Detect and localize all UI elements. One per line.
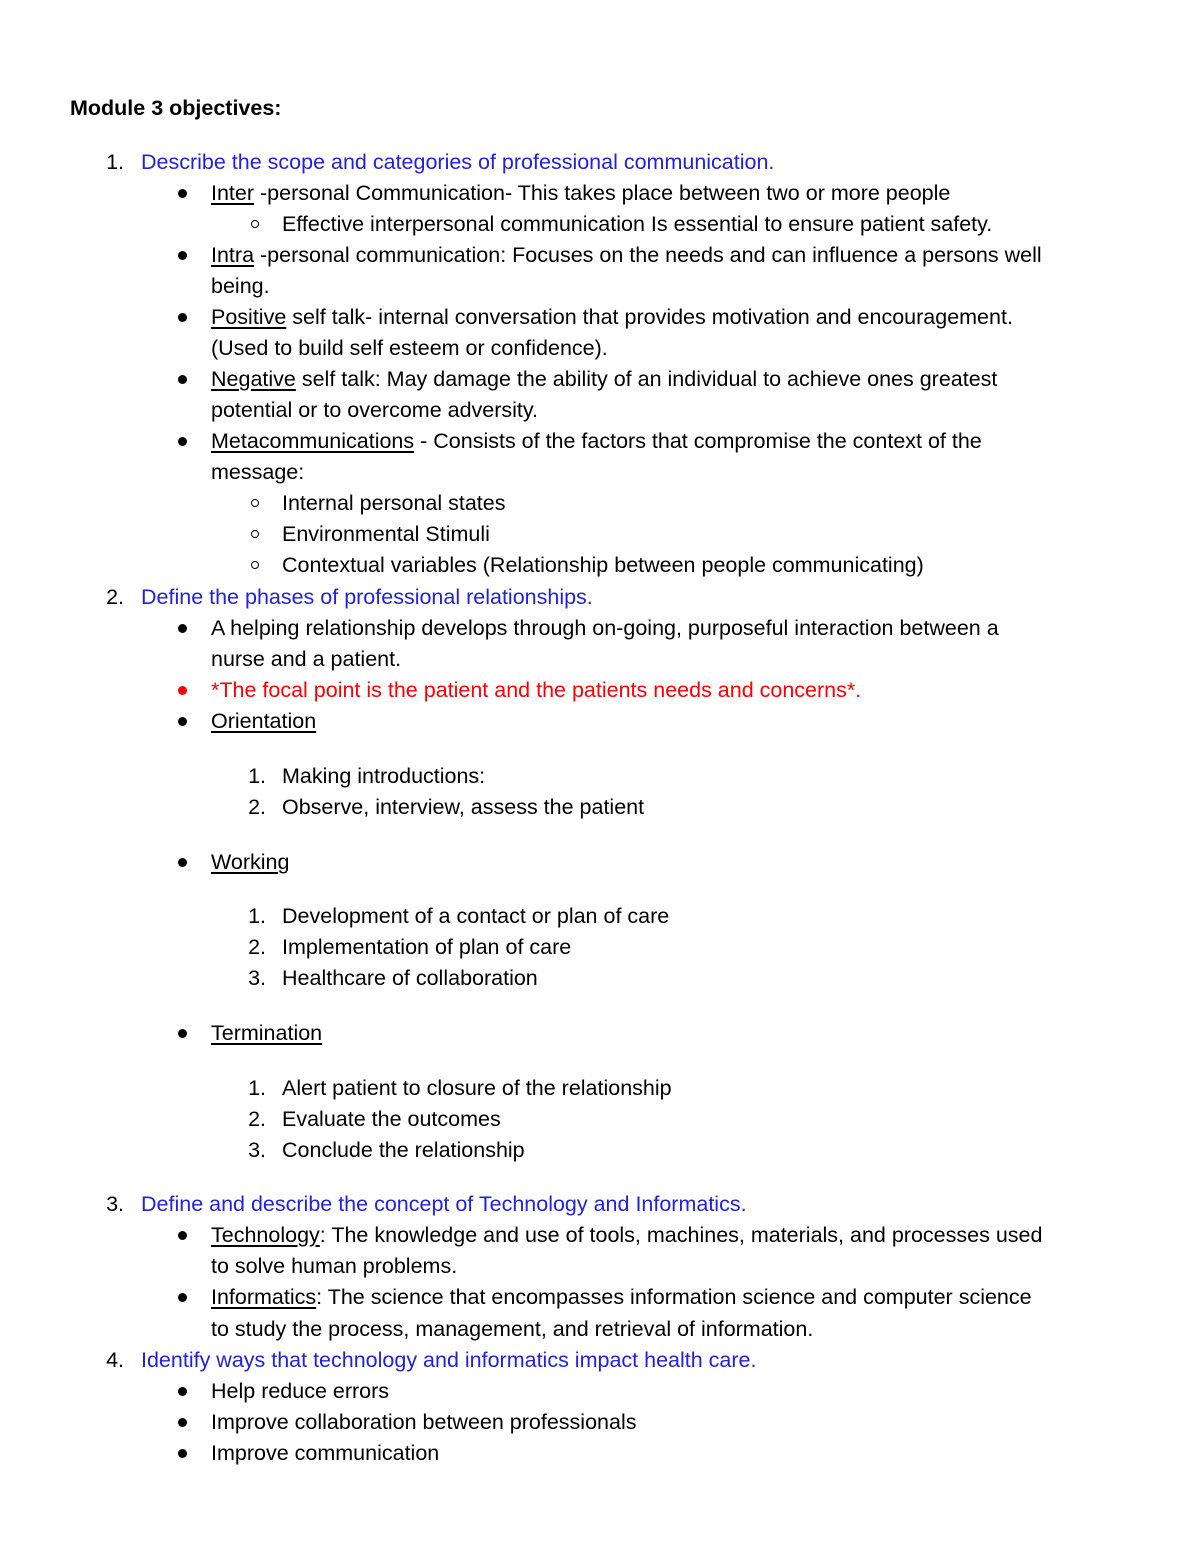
list-item-continuation: message: xyxy=(211,460,305,484)
sub-list-item: Conclude the relationship xyxy=(282,1138,525,1162)
term: Negative xyxy=(211,367,296,391)
bullet-icon xyxy=(178,1387,187,1396)
sub-list-item: Observe, interview, assess the patient xyxy=(282,795,645,819)
sub-list-item: Implementation of plan of care xyxy=(282,935,572,959)
bullet-icon xyxy=(178,375,187,384)
circle-bullet-icon xyxy=(251,561,259,569)
list-item: Help reduce errors xyxy=(211,1379,390,1403)
bullet-icon xyxy=(178,1293,187,1302)
circle-bullet-icon xyxy=(251,220,259,228)
page-title: Module 3 objectives: xyxy=(70,96,282,120)
list-item-continuation: to study the process, management, and retrieval of information. xyxy=(211,1317,814,1341)
objective-heading: Describe the scope and categories of professional communication. xyxy=(141,150,775,174)
bullet-icon xyxy=(178,1231,187,1240)
list-item-continuation: (Used to build self esteem or confidence). xyxy=(211,336,608,360)
bullet-icon xyxy=(178,686,187,695)
sub-list-item: Making introductions: xyxy=(282,764,486,788)
sub-number: 3. xyxy=(248,966,266,990)
list-item-continuation: nurse and a patient. xyxy=(211,647,402,671)
term: Positive xyxy=(211,305,287,329)
bullet-icon xyxy=(178,437,187,446)
phase-heading-working: Working xyxy=(211,850,290,874)
focal-point-note: *The focal point is the patient and the patients needs and concerns*. xyxy=(211,678,862,702)
objective-heading: Define the phases of professional relationships. xyxy=(141,585,593,609)
definition: -personal Communication- This takes place between two or more people xyxy=(254,181,951,205)
term: Metacommunications xyxy=(211,429,415,453)
sub-number: 2. xyxy=(248,1107,266,1131)
list-item-continuation: being. xyxy=(211,274,270,298)
definition: -personal communication: Focuses on the needs and can influence a persons well xyxy=(254,243,1042,267)
list-item: Improve communication xyxy=(211,1441,440,1465)
definition: : The science that encompasses information science and computer science xyxy=(316,1285,1032,1309)
phase-heading-termination: Termination xyxy=(211,1021,323,1045)
phase-heading-orientation: Orientation xyxy=(211,709,317,733)
bullet-icon xyxy=(178,313,187,322)
sub-number: 1. xyxy=(248,764,266,788)
definition: self talk: May damage the ability of an individual to achieve ones greatest xyxy=(295,367,998,391)
sub-list-item: Internal personal states xyxy=(282,491,506,515)
sub-number: 3. xyxy=(248,1138,266,1162)
list-item xyxy=(211,241,1042,269)
list-item xyxy=(211,179,950,207)
list-item-continuation: potential or to overcome adversity. xyxy=(211,398,539,422)
sub-list-item: Healthcare of collaboration xyxy=(282,966,538,990)
objective-number: 4. xyxy=(106,1348,124,1372)
definition: : The knowledge and use of tools, machines, materials, and processes used xyxy=(319,1223,1043,1247)
list-item xyxy=(211,1283,1032,1311)
term: Intra xyxy=(211,243,255,267)
sub-number: 1. xyxy=(248,904,266,928)
list-item xyxy=(211,365,997,393)
list-item-continuation: to solve human problems. xyxy=(211,1254,458,1278)
bullet-icon xyxy=(178,1449,187,1458)
sub-list-item: Evaluate the outcomes xyxy=(282,1107,501,1131)
bullet-icon xyxy=(178,858,187,867)
term: Informatics xyxy=(211,1285,317,1309)
bullet-icon xyxy=(178,251,187,260)
sub-number: 2. xyxy=(248,935,266,959)
objective-number: 1. xyxy=(106,150,124,174)
definition: self talk- internal conversation that provides motivation and encouragement. xyxy=(286,305,1013,329)
term: Technology xyxy=(211,1223,320,1247)
sub-list-item: Environmental Stimuli xyxy=(282,522,490,546)
definition: - Consists of the factors that compromise the context of the xyxy=(414,429,982,453)
bullet-icon xyxy=(178,189,187,198)
bullet-icon xyxy=(178,1029,187,1038)
bullet-icon xyxy=(178,624,187,633)
term: Inter xyxy=(211,181,255,205)
bullet-icon xyxy=(178,717,187,726)
objective-number: 3. xyxy=(106,1192,124,1216)
objective-heading: Define and describe the concept of Technology and Informatics. xyxy=(141,1192,747,1216)
sub-number: 2. xyxy=(248,795,266,819)
sub-number: 1. xyxy=(248,1076,266,1100)
sub-list-item: Alert patient to closure of the relationship xyxy=(282,1076,672,1100)
sub-list-item: Effective interpersonal communication Is essential to ensure patient safety. xyxy=(282,212,993,236)
list-item xyxy=(211,303,1013,331)
list-item: A helping relationship develops through on-going, purposeful interaction between a xyxy=(211,616,999,640)
objective-heading: Identify ways that technology and informatics impact health care. xyxy=(141,1348,757,1372)
circle-bullet-icon xyxy=(251,499,259,507)
sub-list-item: Development of a contact or plan of care xyxy=(282,904,670,928)
list-item xyxy=(211,427,982,455)
bullet-icon xyxy=(178,1418,187,1427)
objective-number: 2. xyxy=(106,585,124,609)
list-item: Improve collaboration between professionals xyxy=(211,1410,637,1434)
sub-list-item: Contextual variables (Relationship between people communicating) xyxy=(282,553,924,577)
circle-bullet-icon xyxy=(251,530,259,538)
list-item xyxy=(211,1221,1042,1249)
